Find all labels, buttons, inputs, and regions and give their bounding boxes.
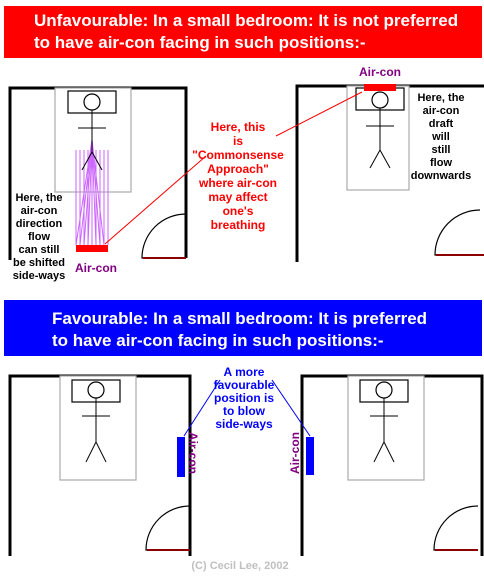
note-top-left-line: be shifted xyxy=(13,257,65,269)
note-top-left-line: flow xyxy=(28,231,50,243)
note-bottom-middle-line: favourable xyxy=(213,378,275,392)
note-top-middle-line: where air-con xyxy=(198,176,278,190)
aircon-label-bottom-right: Air-con xyxy=(288,432,302,474)
note-top-middle-line: may affect xyxy=(208,190,268,204)
aircon-unit-bottom-left xyxy=(177,437,185,477)
note-bottom-middle-line: side-ways xyxy=(215,417,273,431)
unfavourable-banner-line-2: to have air-con facing in such positions:- xyxy=(34,33,366,52)
note-top-left-line: side-ways xyxy=(12,270,66,282)
note-top-right-line: Here, the xyxy=(417,92,465,104)
note-top-left xyxy=(4,192,74,283)
note-top-right-line: flow xyxy=(430,157,452,169)
note-top-middle-line: Approach" xyxy=(207,162,269,176)
note-bottom-middle-line: position is xyxy=(214,391,274,405)
room-bottom-left xyxy=(10,376,190,556)
note-top-right-line: air-con xyxy=(422,105,460,117)
note-top-middle-line: is xyxy=(232,134,243,148)
note-top-right-line: draft xyxy=(428,118,454,130)
person-head-bottom-right xyxy=(376,382,392,398)
aircon-label-top-right: Air-con xyxy=(359,65,401,79)
aircon-label-bottom-left: Air-con xyxy=(186,432,200,474)
aircon-label-top-left: Air-con xyxy=(75,261,117,275)
note-top-left-line: can still xyxy=(18,244,60,256)
person-head-top-right xyxy=(372,92,388,108)
note-top-left-line: Here, the xyxy=(15,192,63,204)
note-top-middle xyxy=(188,120,288,232)
door-bottom-right xyxy=(434,506,478,550)
note-top-middle-line: breathing xyxy=(210,218,266,232)
door-bottom-left xyxy=(146,506,190,550)
favourable-banner-line-1: Favourable: In a small bedroom: It is preferred xyxy=(52,309,428,328)
note-top-left-line: air-con xyxy=(20,205,58,217)
note-top-left-line: direction xyxy=(15,218,63,230)
note-top-middle-line: "Commonsense xyxy=(192,148,284,162)
aircon-unit-bottom-right xyxy=(306,437,314,475)
note-top-right xyxy=(404,92,478,183)
copyright-text: (C) Cecil Lee, 2002 xyxy=(191,560,289,572)
note-bottom-middle-line: A more xyxy=(223,365,265,379)
note-top-middle-line: Here, this xyxy=(210,120,266,134)
aircon-unit-top-left xyxy=(76,245,108,252)
aircon-unit-top-right xyxy=(364,84,396,91)
person-head-bottom-left xyxy=(88,382,104,398)
note-top-right-line: will xyxy=(432,131,450,143)
unfavourable-banner-line-1: Unfavourable: In a small bedroom: It is not preferred xyxy=(34,11,459,30)
door-top-right xyxy=(435,210,480,255)
door-top-left xyxy=(142,214,186,258)
room-bottom-right xyxy=(302,376,482,556)
note-top-right-line: downwards xyxy=(410,170,472,182)
note-top-right-line: still xyxy=(431,144,451,156)
note-bottom-middle-line: to blow xyxy=(223,404,265,418)
favourable-banner-line-2: to have air-con facing in such positions:- xyxy=(52,331,384,350)
note-bottom-middle xyxy=(196,366,292,431)
note-top-middle-line: one's xyxy=(222,204,254,218)
person-head-top-left xyxy=(84,94,100,110)
